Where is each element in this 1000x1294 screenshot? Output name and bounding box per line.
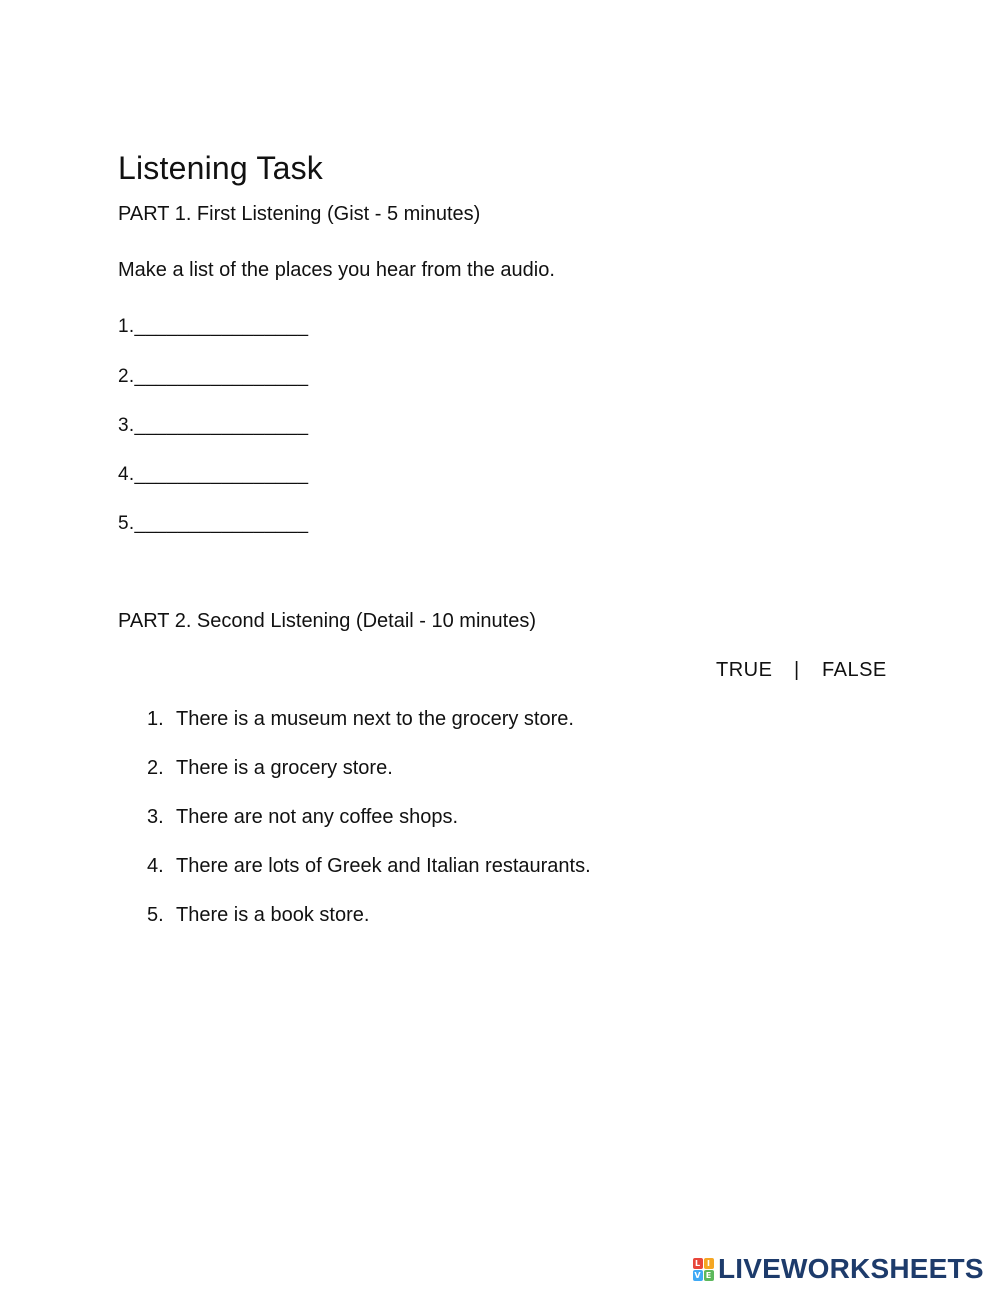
statement-text: There is a museum next to the grocery store. [176,708,574,730]
liveworksheets-logo[interactable] [692,1252,992,1286]
column-separator: | [794,659,800,681]
logo-wordmark: LIVEWORKSHEETS [718,1253,984,1284]
part1-instruction: Make a list of the places you hear from the audio. [118,259,555,281]
statement-text: There is a book store. [176,904,370,926]
statement-number: 4. [147,855,164,877]
statement-text: There are not any coffee shops. [176,806,459,828]
statement-text: There is a grocery store. [176,757,393,779]
answer-blank-5[interactable]: 5.________________ [118,513,309,534]
part2-heading: PART 2. Second Listening (Detail - 10 minutes) [118,610,536,632]
answer-blank-2[interactable]: 2.________________ [118,366,309,387]
logo-letter-l: L [693,1258,703,1269]
answer-blank-1[interactable]: 1.________________ [118,316,309,337]
answer-blank-3[interactable]: 3.________________ [118,415,309,436]
statement-text: There are lots of Greek and Italian restaurants. [176,855,591,877]
logo-letter-v: V [694,1270,701,1280]
liveworksheets-logo-icon [692,1257,714,1281]
statement-number: 1. [147,708,164,730]
statement-number: 3. [147,806,164,828]
false-column-label: FALSE [822,659,887,681]
logo-letter-i: I [704,1258,714,1269]
page-title: Listening Task [118,150,324,186]
answer-blank-4[interactable]: 4.________________ [118,464,309,485]
true-column-label: TRUE [716,659,773,681]
part1-heading: PART 1. First Listening (Gist - 5 minutes) [118,203,481,225]
statement-number: 5. [147,904,164,926]
logo-letter-e: E [704,1270,714,1281]
statement-number: 2. [147,757,164,779]
